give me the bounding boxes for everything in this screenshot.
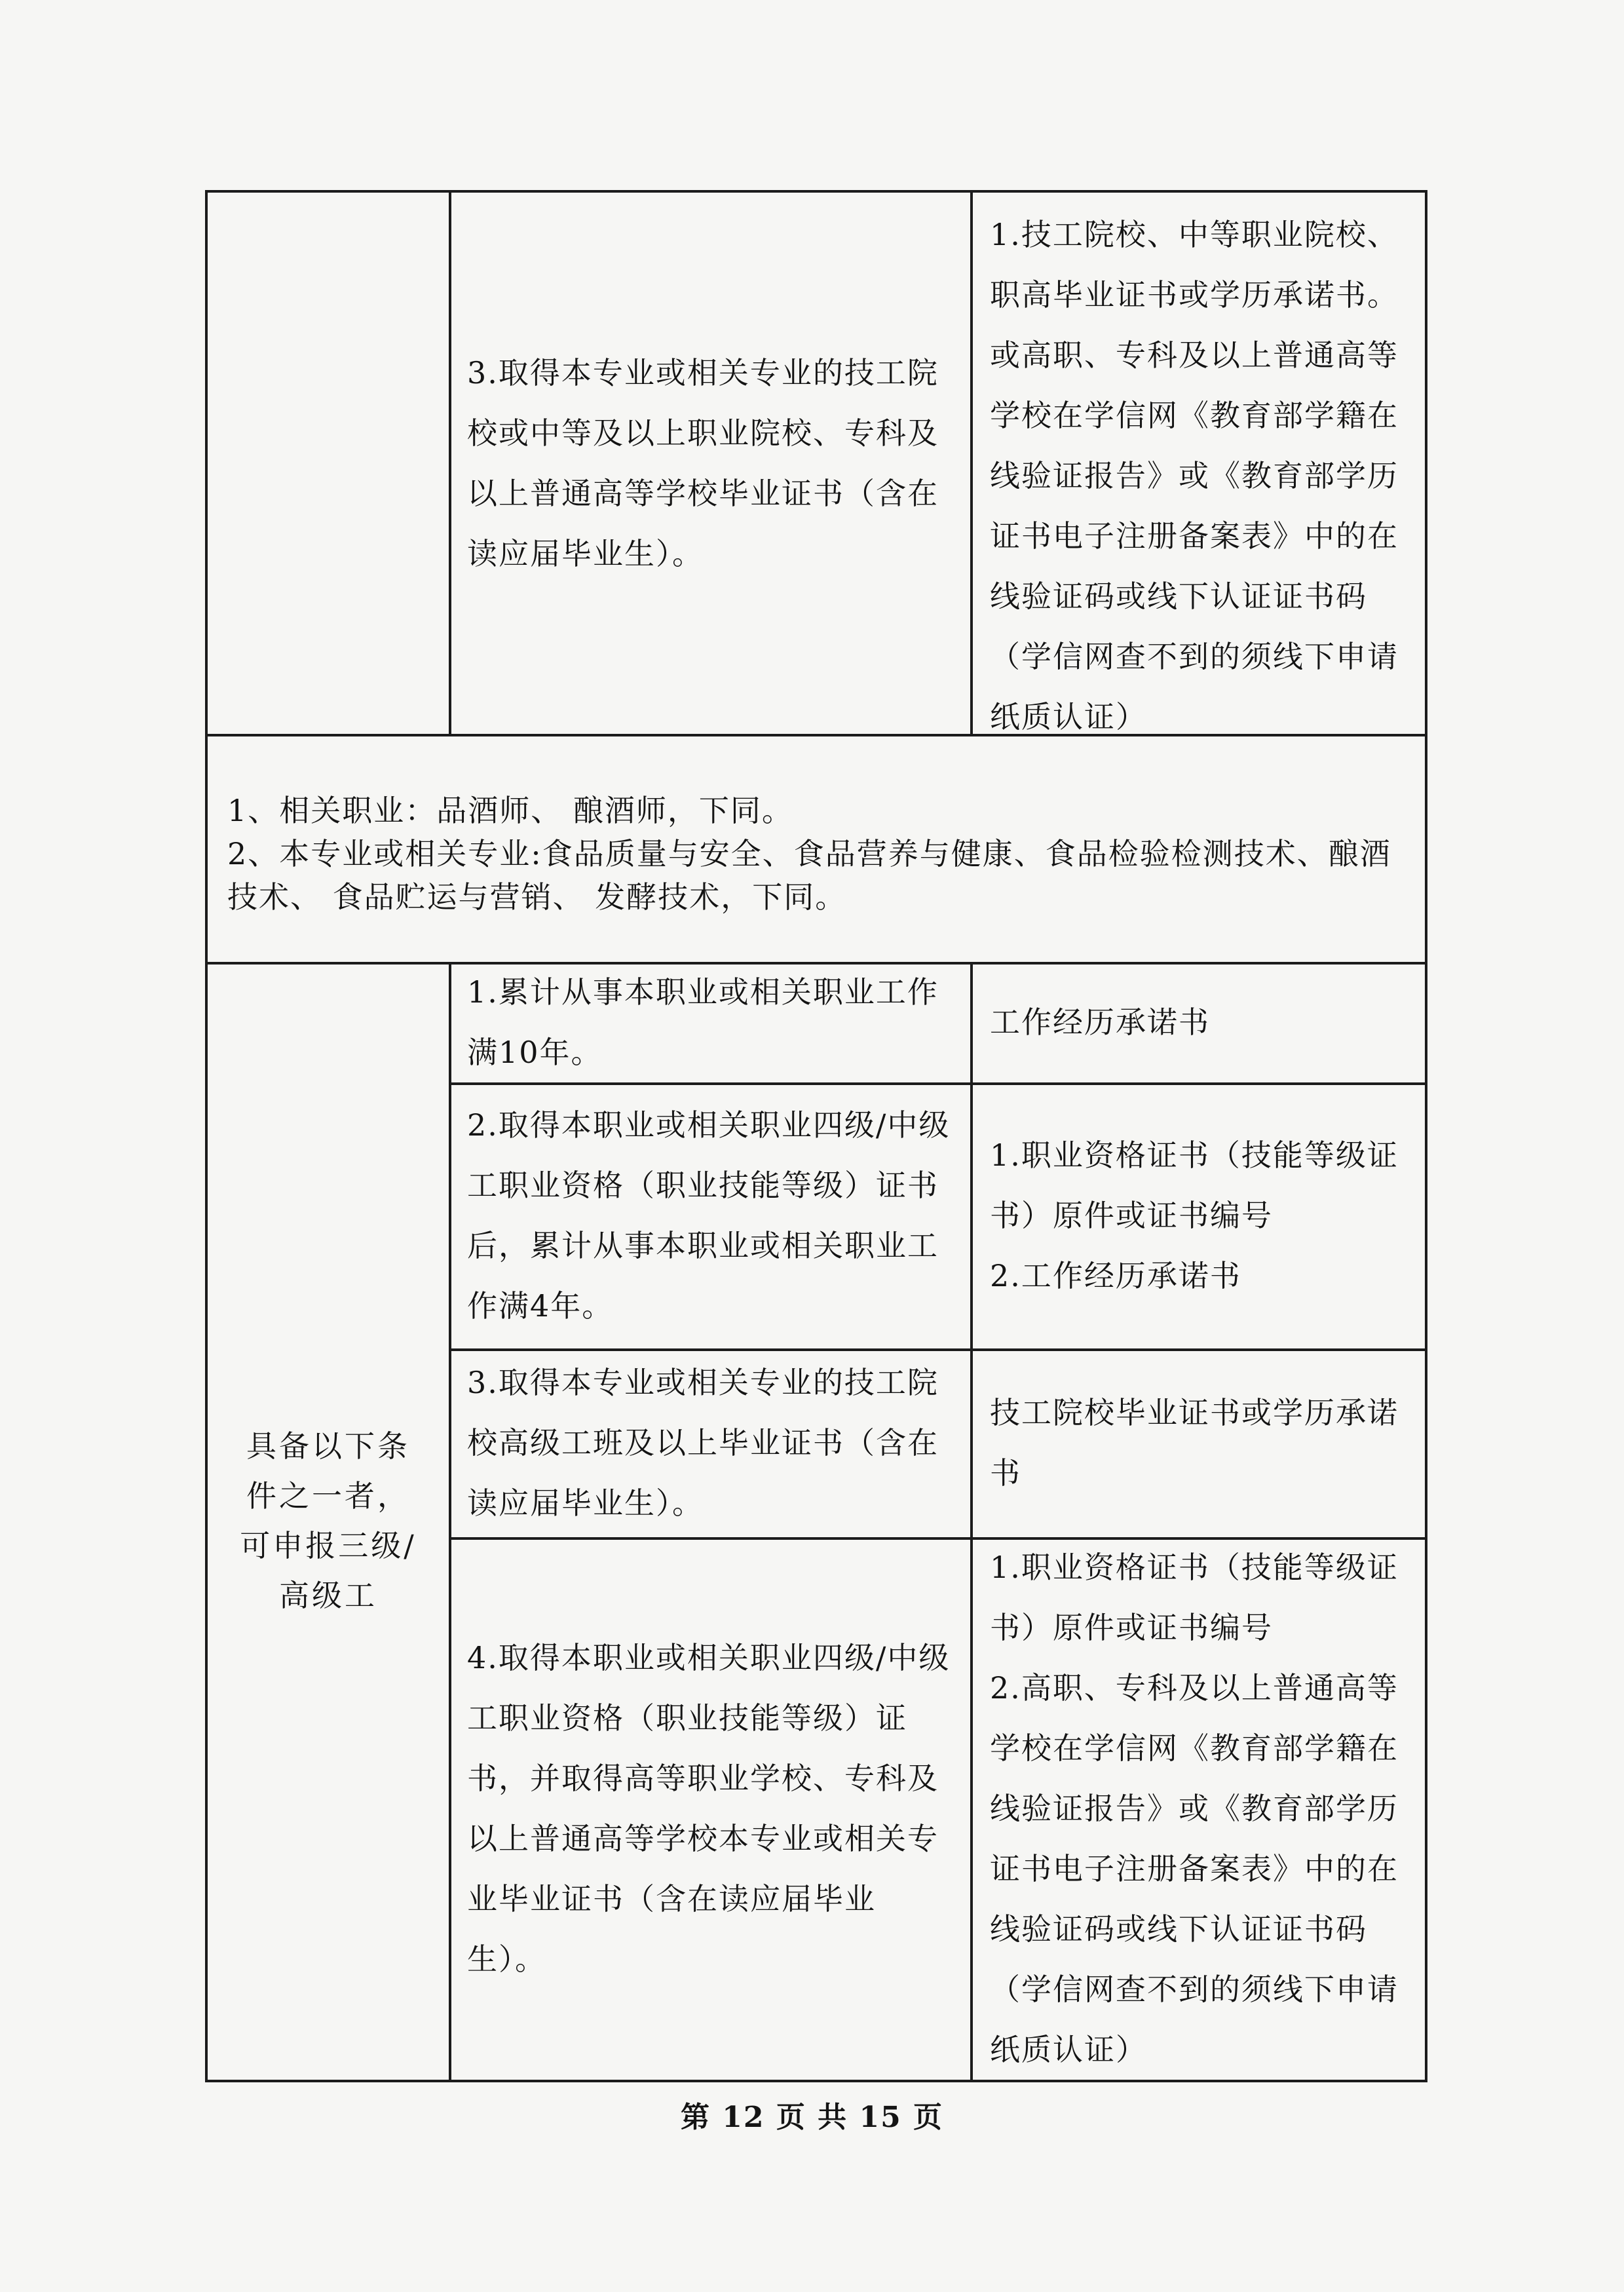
page-indicator: 第 12 页 共 15 页 xyxy=(680,2101,944,2134)
table-row-condition: 1.累计从事本职业或相关职业工作满10年。 xyxy=(467,974,939,1070)
level3-row2-material xyxy=(970,1082,1427,1351)
level3-row1-condition xyxy=(449,962,973,1085)
table-row-material: 工作经历承诺书 xyxy=(990,1004,1210,1040)
top-table-material-cell xyxy=(970,190,1427,736)
level3-row1-material xyxy=(970,962,1427,1085)
level3-row4-condition xyxy=(449,1537,973,2082)
note-related-occupation: 1、相关职业：品酒师、 酿酒师，下同。 xyxy=(227,793,793,828)
table-row-material: 1.职业资格证书（技能等级证书）原件或证书编号 2.高职、专科及以上普通高等学校在学信网《教育部学籍在线验证报告》或《教育部学历证书电子注册备案表》中的在线验证码或线下认证证书码（学信网查不到的须线下申请纸质认证） xyxy=(990,1550,1399,2067)
note-related-major: 2、本专业或相关专业:食品质量与安全、食品营养与健康、食品检验检测技术、酿酒技术、 食品贮运与营销、 发酵技术，下同。 xyxy=(227,836,1391,915)
level3-label-cell xyxy=(205,962,451,2082)
page-footer xyxy=(0,2093,1624,2135)
table-row-condition: 2.取得本职业或相关职业四级/中级工职业资格（职业技能等级）证书后，累计从事本职业或相关职业工作满4年。 xyxy=(467,1107,951,1324)
table-row-material: 技工院校毕业证书或学历承诺书 xyxy=(990,1395,1399,1491)
table-row-condition: 3.取得本专业或相关专业的技工院校高级工班及以上毕业证书（含在读应届毕业生）。 xyxy=(467,1365,939,1521)
top-table-condition-cell xyxy=(449,190,973,736)
level3-row3-condition xyxy=(449,1348,973,1540)
level3-row3-material xyxy=(970,1348,1427,1540)
level3-row4-material xyxy=(970,1537,1427,2082)
material-text: 1.技工院校、中等职业院校、职高毕业证书或学历承诺书。或高职、专科及以上普通高等学校在学信网《教育部学籍在线验证报告》或《教育部学历证书电子注册备案表》中的在线验证码或线下认证证书码（学信网查不到的须线下申请纸质认证） xyxy=(990,217,1399,735)
notes-row xyxy=(205,734,1427,965)
table-row-condition: 4.取得本职业或相关职业四级/中级工职业资格（职业技能等级）证书，并取得高等职业学校、专科及以上普通高等学校本专业或相关专业毕业证书（含在读应届毕业生）。 xyxy=(467,1640,951,1977)
table-row-material: 1.职业资格证书（技能等级证书）原件或证书编号 2.工作经历承诺书 xyxy=(990,1137,1399,1293)
level3-label: 具备以下条件之一者，可申报三级/高级工 xyxy=(240,1428,417,1613)
top-table-level-cell xyxy=(205,190,451,736)
level3-row2-condition xyxy=(449,1082,973,1351)
condition-text: 3.取得本专业或相关专业的技工院校或中等及以上职业院校、专科及以上普通高等学校毕业证书（含在读应届毕业生）。 xyxy=(467,355,939,571)
